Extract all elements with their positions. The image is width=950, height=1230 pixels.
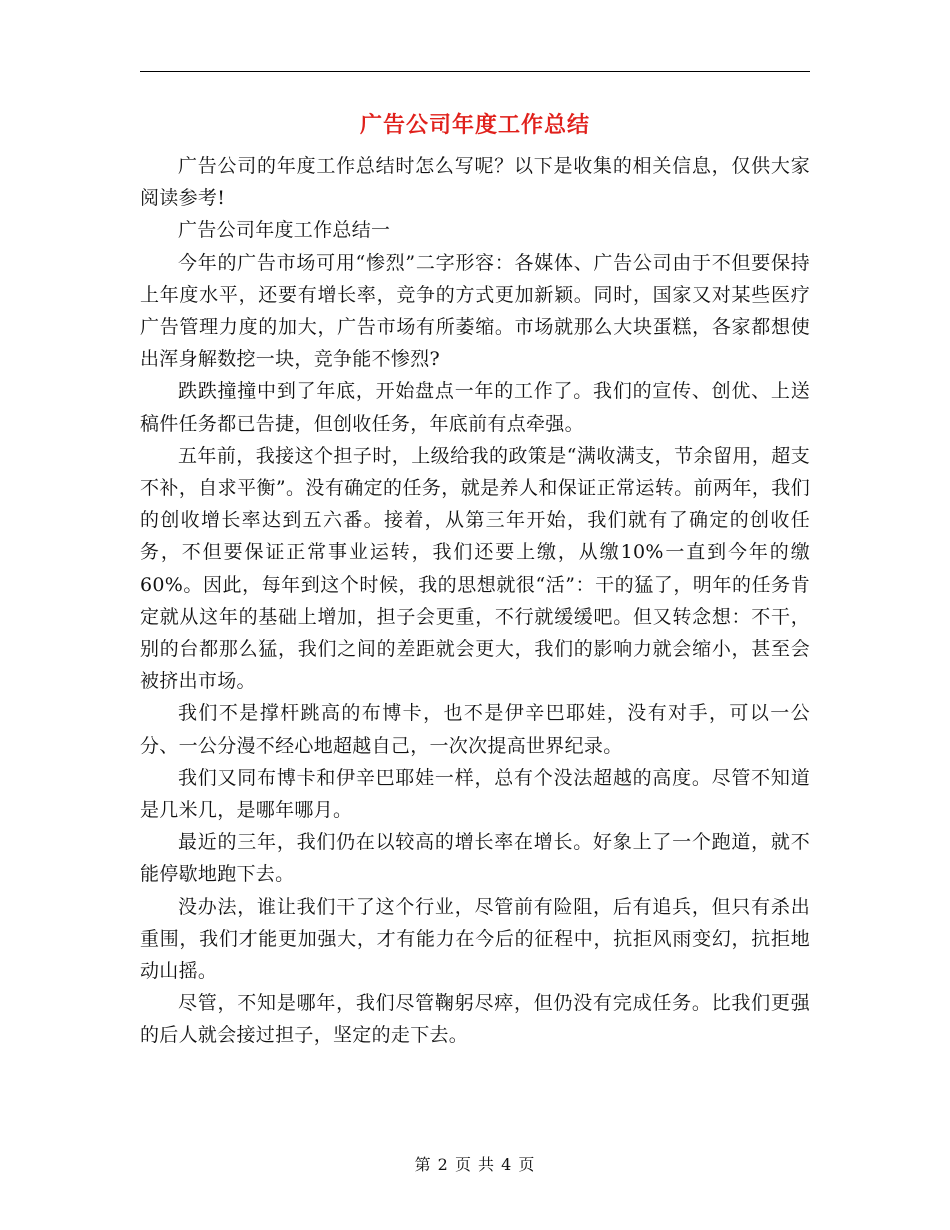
paragraph: 跌跌撞撞中到了年底，开始盘点一年的工作了。我们的宣传、创优、上送稿件任务都已告捷，但创收任务，年底前有点牵强。: [140, 380, 810, 435]
paragraph: 没办法，谁让我们干了这个行业，尽管前有险阻，后有追兵，但只有杀出重围，我们才能更加强大，才有能力在今后的征程中，抗拒风雨变幻，抗拒地动山摇。: [140, 895, 810, 983]
paragraph: 最近的三年，我们仍在以较高的增长率在增长。好象上了一个跑道，就不能停歇地跑下去。: [140, 831, 810, 886]
paragraph: 我们不是撑杆跳高的布博卡，也不是伊辛巴耶娃，没有对手，可以一公分、一公分漫不经心地超越自己，一次次提高世界纪录。: [140, 702, 810, 757]
paragraph: 五年前，我接这个担子时，上级给我的政策是“满收满支，节余留用，超支不补，自求平衡”。没有确定的任务，就是养人和保证正常运转。前两年，我们的创收增长率达到五六番。接着，从第三年开始，我们就有了确定的创收任务，不但要保证正常事业运转，我们还要上缴，从缴10%一直到今年的缴60%。因此，每年到这个时候，我的思想就很“活”：干的猛了，明年的任务肯定就从这年的基础上增加，担子会更重，不行就缓缓吧。但又转念想：不干，别的台都那么猛，我们之间的差距就会更大，我们的影响力就会缩小，甚至会被挤出市场。: [140, 444, 810, 693]
header-rule: [140, 71, 810, 72]
paragraph: 今年的广告市场可用“惨烈”二字形容：各媒体、广告公司由于不但要保持上年度水平，还要有增长率，竞争的方式更加新颖。同时，国家又对某些医疗广告管理力度的加大，广告市场有所萎缩。市场就那么大块蛋糕，各家都想使出浑身解数挖一块，竞争能不惨烈?: [140, 251, 810, 371]
document-body: [140, 150, 810, 1052]
paragraph-intro: 广告公司的年度工作总结时怎么写呢？以下是收集的相关信息，仅供大家阅读参考!: [140, 155, 810, 210]
document-title: 广告公司年度工作总结: [359, 112, 590, 138]
page-number: 第 2 页 共 4 页: [414, 1155, 536, 1174]
paragraph: 我们又同布博卡和伊辛巴耶娃一样，总有个没法超越的高度。尽管不知道是几米几，是哪年哪月。: [140, 766, 810, 822]
paragraph-section-heading: 广告公司年度工作总结一: [178, 219, 391, 242]
paragraph: 尽管，不知是哪年，我们尽管鞠躬尽瘁，但仍没有完成任务。比我们更强的后人就会接过担子，坚定的走下去。: [140, 992, 810, 1047]
